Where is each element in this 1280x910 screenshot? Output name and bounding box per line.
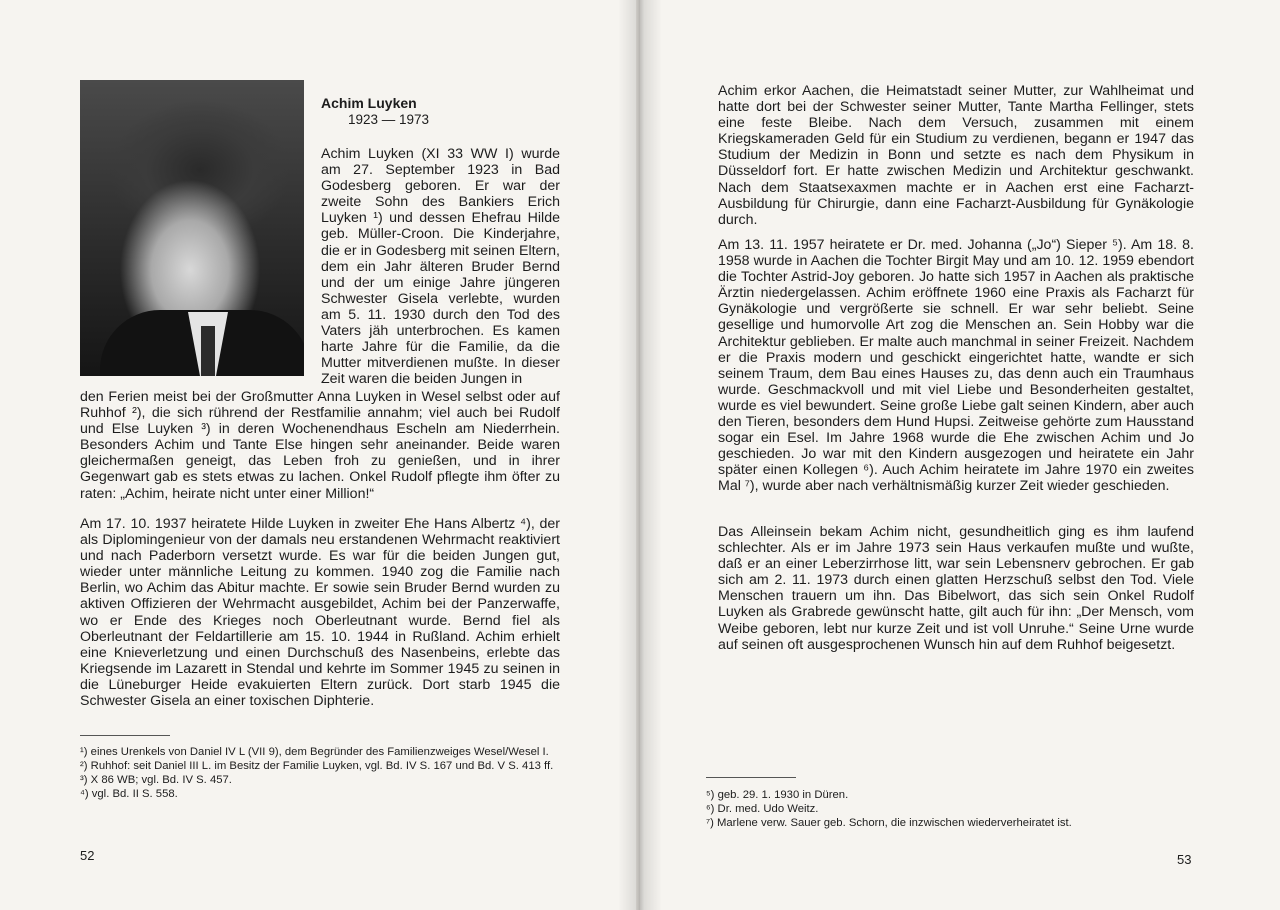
footnote-6: ⁶) Dr. med. Udo Weitz.	[706, 803, 819, 815]
footnote-2: ²) Ruhhof: seit Daniel III L. im Besitz der Familie Luyken, vgl. Bd. IV S. 167 und Bd. V S. 413 ff.	[80, 760, 554, 772]
portrait-tie	[201, 326, 215, 376]
paragraph-marriage-war: Am 17. 10. 1937 heiratete Hilde Luyken in zweiter Ehe Hans Albertz ⁴), der als Diplomingenieur von der damals neu erstandenen Wehrmacht reaktiviert und nach Paderborn versetzt wurde. Es war für die beiden Jungen gut, wieder unter männliche Leitung zu kommen. 1940 zog die Familie nach Berlin, wo Achim das Abitur machte. Er sowie sein Bruder Bernd wurden zu aktiven Offizieren der Wehrmacht ausgebildet, Achim bei der Panzerwaffe, wo er Ende des Krieges noch Oberleutnant wurde. Bernd fiel als Oberleutnant der Feldartillerie am 15. 10. 1944 in Rußland. Achim erhielt eine Knieverletzung und einen Durchschuß des Nasenbeins, erlebte das Kriegsende im Lazarett in Stendal und kehrte im Sommer 1945 zu seinen in die Lüneburger Heide evakuierten Eltern zurück. Dort starb 1945 die Schwester Gisela an einer toxischen Diphterie.	[80, 516, 560, 710]
footnote-rule	[706, 777, 796, 778]
footnote-7: ⁷) Marlene verw. Sauer geb. Schorn, die inzwischen wiederverheiratet ist.	[706, 817, 1072, 829]
footnote-rule	[80, 735, 170, 736]
paragraph-final-years: Das Alleinsein bekam Achim nicht, gesundheitlich ging es ihm laufend schlechter. Als er im Jahre 1973 sein Haus verkaufen mußte und wußte, daß er an einer Leberzirrhose litt, war sein Lebensnerv gebrochen. Er gab sich am 2. 11. 1973 durch einen glatten Herzschuß selbst den Tod. Viele Menschen trauern um ihn. Das Bibelwort, das sich sein Onkel Rudolf Luyken als Grabrede gewünscht hatte, gilt auch für ihn: „Der Mensch, vom Weibe geboren, lebt nur kurze Zeit und ist voll Unruhe.“ Seine Urne wurde auf seinen oft ausgesprochenen Wunsch hin auf dem Ruhhof beigesetzt.	[718, 524, 1194, 653]
footnote-1: ¹) eines Urenkels von Daniel IV L (VII 9), dem Begründer des Familienzweiges Wesel/Wesel I.	[80, 746, 549, 758]
biography-title: Achim Luyken	[321, 95, 417, 111]
intro-paragraph-full: den Ferien meist bei der Großmutter Anna Luyken in Wesel selbst oder auf Ruhhof ²), die sich rührend der Restfamilie annahm; viel auch bei Rudolf und Else Luyken ³) in deren Wochenendhaus Escheln am Niederrhein. Besonders Achim und Tante Else hingen sehr aneinander. Beide waren gleichermaßen geneigt, das Leben froh zu genießen, und in ihrer Gegenwart gab es stets etwas zu lachen. Onkel Rudolf pflegte ihm öfter zu raten: „Achim, heirate nicht unter einer Million!“	[80, 389, 560, 502]
paragraph-aachen-study: Achim erkor Aachen, die Heimatstadt seiner Mutter, zur Wahlheimat und hatte dort bei der Schwester seiner Mutter, Tante Martha Fellinger, stets eine feste Bleibe. Nach dem Versuch, zusammen mit einem Kriegskameraden Geld für ein Studium zu verdienen, begann er 1947 das Studium der Medizin in Bonn und setzte es nach dem Physikum in Düsseldorf fort. Er hatte zwischen Medizin und Architektur geschwankt. Nach dem Staatsexaxmen machte er in Aachen erst eine Facharzt-Ausbildung für Chirurgie, dann eine Facharzt-Ausbildung für Gynäkologie durch.	[718, 83, 1194, 228]
footnotes-left	[80, 745, 560, 801]
footnote-3: ³) X 86 WB; vgl. Bd. IV S. 457.	[80, 774, 232, 786]
left-page	[0, 0, 636, 910]
portrait-photo	[80, 80, 304, 376]
page-number-left: 52	[80, 848, 95, 863]
footnotes-right	[706, 788, 1194, 830]
right-page	[640, 0, 1280, 910]
book-gutter	[618, 0, 662, 910]
footnote-4: ⁴) vgl. Bd. II S. 558.	[80, 788, 178, 800]
page-number-right: 53	[1177, 852, 1192, 867]
biography-years: 1923 — 1973	[348, 112, 430, 127]
intro-paragraph-narrow: Achim Luyken (XI 33 WW I) wurde am 27. September 1923 in Bad Godesberg geboren. Er war der zweite Sohn des Bankiers Erich Luyken ¹) und dessen Ehefrau Hilde geb. Müller-Croon. Die Kinderjahre, die er in Godesberg mit seinen Eltern, dem ein Jahr älteren Bruder Bernd und der um einige Jahre jüngeren Schwester Gisela verlebte, wurden am 5. 11. 1930 durch den Tod des Vaters jäh unterbrochen. Es kamen harte Jahre für die Familie, da die Mutter mitverdienen mußte. In dieser Zeit waren die beiden Jungen in	[321, 146, 560, 388]
footnote-5: ⁵) geb. 29. 1. 1930 in Düren.	[706, 789, 849, 801]
paragraph-family-practice: Am 13. 11. 1957 heiratete er Dr. med. Johanna („Jo“) Sieper ⁵). Am 18. 8. 1958 wurde in Aachen die Tochter Birgit May und am 10. 12. 1959 ebendort die Tochter Astrid-Joy geboren. Jo hatte sich 1957 in Aachen als praktische Ärztin niedergelassen. Achim eröffnete 1960 eine Praxis als Facharzt für Gynäkologie und vergrößerte sie schnell. Er war sehr beliebt. Seine gesellige und humorvolle Art zog die Menschen an. Sein Hobby war die Architektur geblieben. Er malte auch manchmal in seiner Freizeit. Nachdem er die Praxis modern und geschickt eingerichtet hatte, wandte er sich seinem Traum, dem Bau eines Hauses zu, das denn auch ein Traumhaus wurde. Geschmackvoll und mit viel Liebe und Besonderheiten gestaltet, wurde es viel bewundert. Seine große Liebe galt seinen Kindern, aber auch den Tieren, besonders dem Hund Hupsi. Zeitweise gehörte zum Hausstand sogar ein Esel. Im Jahre 1968 wurde die Ehe zwischen Achim und Jo geschieden. Jo war mit den Kindern ausgezogen und heiratete ein Jahr später einen Kollegen ⁶). Auch Achim heiratete im Jahre 1970 ein zweites Mal ⁷), wurde aber nach verhältnismäßig kurzer Zeit wieder geschieden.	[718, 237, 1194, 495]
